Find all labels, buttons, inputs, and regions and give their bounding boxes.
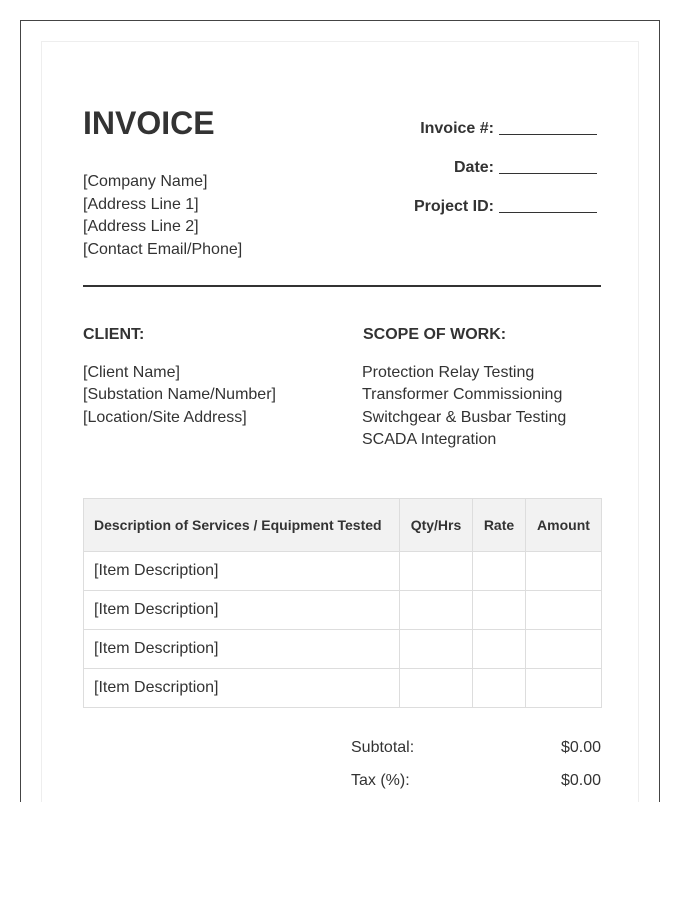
date-field[interactable] — [499, 159, 597, 174]
qty-header: Qty/Hrs — [400, 499, 473, 552]
company-info — [83, 171, 242, 261]
tax-value: $0.00 — [560, 771, 601, 789]
scope-list — [362, 362, 566, 451]
scope-item: Transformer Commissioning — [362, 386, 563, 404]
qty-cell[interactable] — [400, 630, 473, 669]
page-frame — [20, 20, 660, 802]
qty-cell[interactable] — [400, 591, 473, 630]
project-id-label: Project ID: — [413, 198, 494, 215]
project-id-row — [414, 177, 597, 216]
project-id-field[interactable] — [499, 198, 597, 213]
amount-cell[interactable] — [526, 630, 602, 669]
client-details — [83, 362, 276, 429]
scope-item: Protection Relay Testing — [362, 364, 535, 381]
table-row — [84, 630, 602, 669]
rate-cell[interactable] — [473, 591, 526, 630]
client-heading: CLIENT: — [83, 326, 145, 343]
description-header: Description of Services / Equipment Tested — [84, 499, 400, 552]
company-contact: [Contact Email/Phone] — [83, 240, 243, 258]
tax-row — [351, 764, 601, 797]
qty-cell[interactable] — [400, 669, 473, 708]
client-name: [Client Name] — [83, 364, 180, 381]
item-description-cell[interactable]: [Item Description] — [84, 591, 400, 630]
qty-cell[interactable] — [400, 552, 473, 591]
subtotal-label: Subtotal: — [351, 738, 415, 756]
item-description-cell[interactable]: [Item Description] — [84, 630, 400, 669]
company-address-line-2: [Address Line 2] — [83, 218, 199, 235]
invoice-title: INVOICE — [83, 105, 215, 141]
rate-cell[interactable] — [473, 552, 526, 591]
table-row — [84, 669, 602, 708]
date-label: Date: — [453, 159, 494, 176]
scope-heading: SCOPE OF WORK: — [363, 326, 507, 343]
company-name: [Company Name] — [83, 173, 208, 190]
header-divider — [83, 285, 601, 287]
amount-cell[interactable] — [526, 669, 602, 708]
company-address-line-1: [Address Line 1] — [83, 195, 199, 213]
date-row — [414, 138, 597, 177]
rate-header: Rate — [473, 499, 526, 552]
invoice-number-row — [414, 99, 597, 138]
rate-cell[interactable] — [473, 630, 526, 669]
site-address: [Location/Site Address] — [83, 408, 247, 426]
scope-item: Switchgear & Busbar Testing — [362, 408, 567, 426]
table-row — [84, 591, 602, 630]
subtotal-row — [351, 731, 601, 764]
rate-cell[interactable] — [473, 669, 526, 708]
amount-cell[interactable] — [526, 552, 602, 591]
amount-cell[interactable] — [526, 591, 602, 630]
substation-name: [Substation Name/Number] — [83, 386, 276, 404]
subtotal-value: $0.00 — [560, 738, 601, 756]
invoice-meta — [414, 99, 597, 216]
table-header-row — [84, 499, 602, 552]
amount-header: Amount — [526, 499, 602, 552]
item-description-cell[interactable]: [Item Description] — [84, 669, 400, 708]
invoice-number-field[interactable] — [499, 120, 597, 135]
table-row — [84, 552, 602, 591]
tax-label: Tax (%): — [351, 771, 410, 789]
line-items-table — [83, 498, 602, 708]
totals-block — [351, 731, 601, 802]
item-description-cell[interactable]: [Item Description] — [84, 552, 400, 591]
invoice-number-label: Invoice #: — [420, 120, 494, 137]
scope-item: SCADA Integration — [362, 430, 497, 448]
